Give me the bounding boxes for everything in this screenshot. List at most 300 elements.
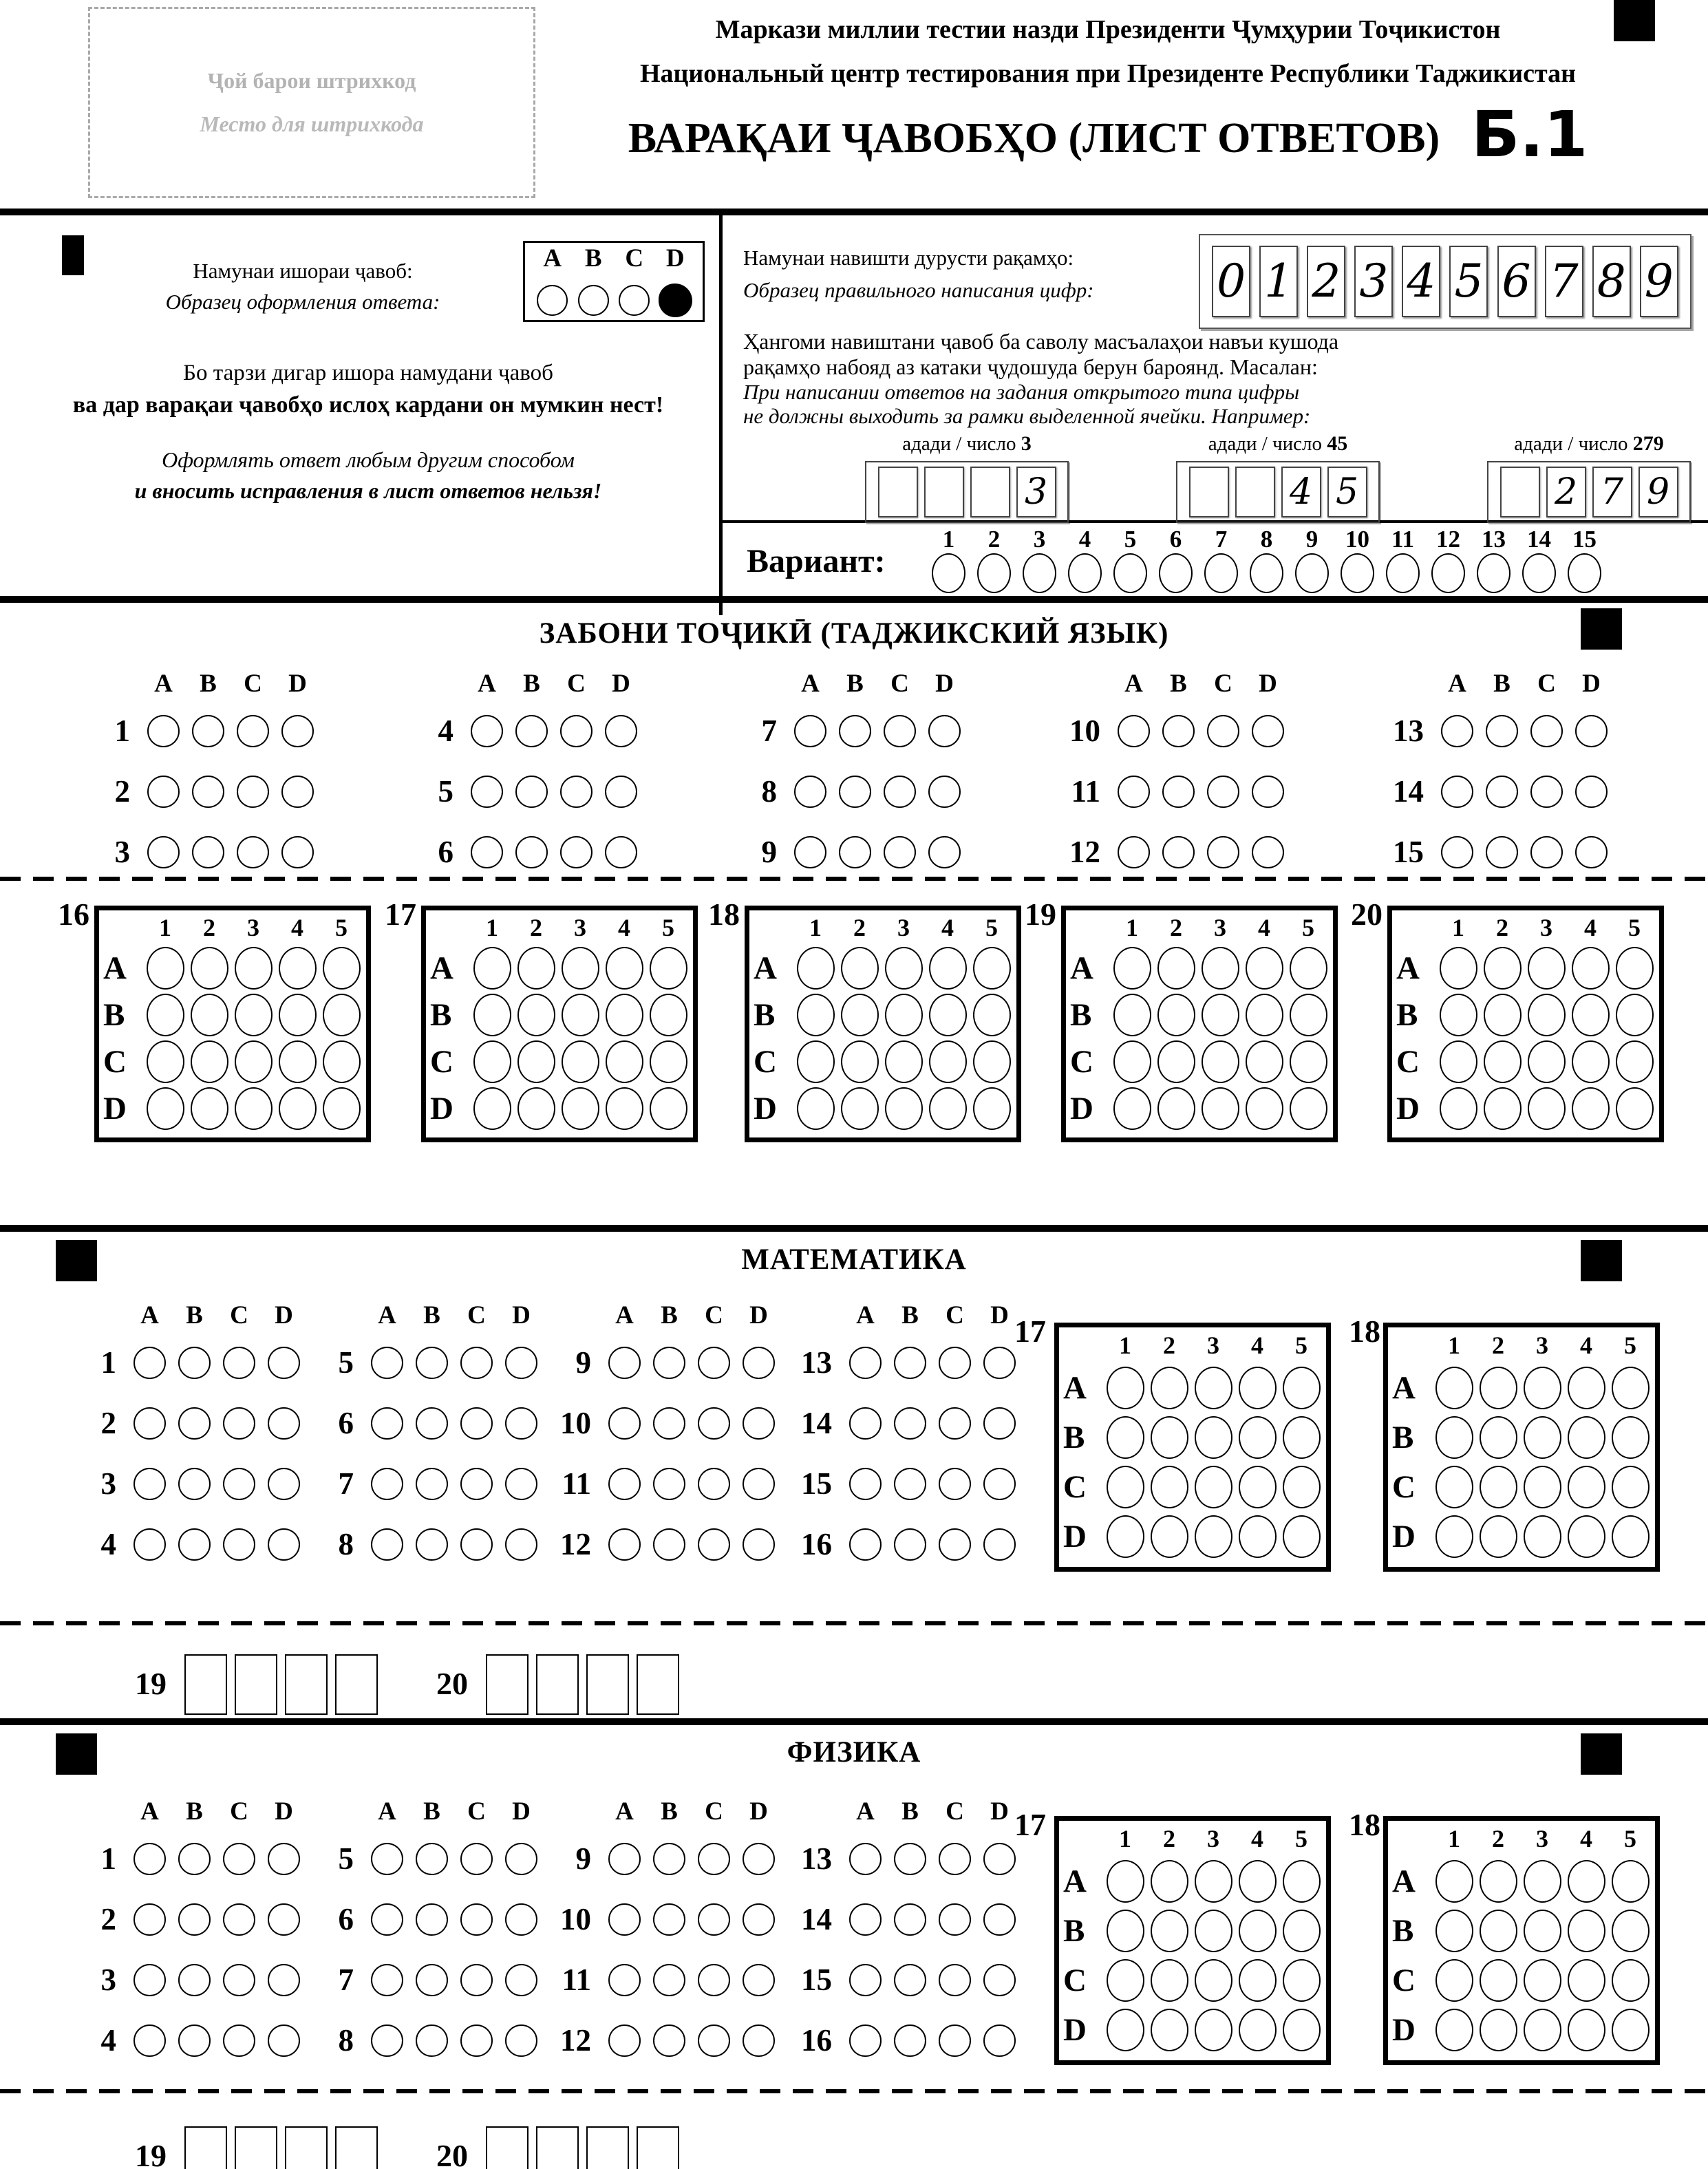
answer-bubble[interactable] (939, 1407, 971, 1440)
answer-bubble[interactable] (841, 1040, 879, 1083)
answer-bubble[interactable] (192, 776, 224, 808)
answer-bubble[interactable] (1162, 836, 1195, 868)
answer-bubble[interactable] (147, 1087, 184, 1130)
answer-bubble[interactable] (1435, 1515, 1473, 1558)
answer-bubble[interactable] (505, 1528, 537, 1561)
answer-bubble[interactable] (1480, 1367, 1517, 1409)
sample-option[interactable] (573, 246, 615, 316)
answer-bubble[interactable] (471, 715, 503, 747)
answer-bubble[interactable] (939, 2024, 971, 2057)
answer-bubble[interactable] (1107, 1860, 1144, 1903)
answer-bubble[interactable] (939, 1903, 971, 1936)
answer-bubble[interactable] (416, 1903, 448, 1936)
answer-bubble[interactable] (1575, 715, 1608, 747)
answer-bubble[interactable] (928, 836, 961, 868)
answer-bubble[interactable] (223, 1468, 255, 1500)
answer-bubble[interactable] (1568, 1860, 1605, 1903)
answer-bubble[interactable] (841, 1087, 879, 1130)
answer-bubble[interactable] (223, 1843, 255, 1875)
answer-bubble[interactable] (1107, 1466, 1144, 1508)
variant-bubble[interactable] (1568, 553, 1601, 593)
answer-bubble[interactable] (1246, 1087, 1283, 1130)
answer-bubble[interactable] (1151, 2009, 1188, 2051)
answer-bubble[interactable] (1162, 776, 1195, 808)
answer-bubble[interactable] (606, 994, 643, 1036)
digit-entry-cell[interactable] (235, 2126, 277, 2169)
answer-bubble[interactable] (147, 776, 180, 808)
variant-bubble[interactable] (1023, 553, 1056, 593)
answer-bubble[interactable] (653, 1528, 685, 1561)
answer-bubble[interactable] (460, 1964, 493, 1996)
answer-bubble[interactable] (885, 1040, 923, 1083)
answer-bubble[interactable] (268, 1468, 300, 1500)
answer-bubble[interactable] (1207, 715, 1239, 747)
answer-bubble[interactable] (134, 1468, 166, 1500)
answer-bubble[interactable] (1239, 1860, 1277, 1903)
answer-bubble[interactable] (698, 1528, 730, 1561)
answer-bubble[interactable] (517, 947, 555, 990)
answer-bubble[interactable] (1616, 994, 1654, 1036)
sample-option[interactable] (655, 246, 696, 316)
answer-bubble[interactable] (849, 1843, 882, 1875)
answer-bubble[interactable] (1480, 1910, 1517, 1952)
answer-bubble[interactable] (235, 994, 273, 1036)
answer-bubble[interactable] (1107, 1959, 1144, 2002)
answer-bubble[interactable] (1151, 1860, 1188, 1903)
answer-bubble[interactable] (973, 947, 1011, 990)
answer-bubble[interactable] (281, 836, 314, 868)
answer-bubble[interactable] (281, 776, 314, 808)
answer-bubble[interactable] (1486, 715, 1518, 747)
answer-bubble[interactable] (939, 1843, 971, 1875)
answer-bubble[interactable] (268, 1903, 300, 1936)
answer-bubble[interactable] (1283, 1367, 1321, 1409)
answer-bubble[interactable] (849, 1407, 882, 1440)
answer-bubble[interactable] (1484, 994, 1522, 1036)
answer-bubble[interactable] (1283, 1910, 1321, 1952)
variant-bubble[interactable] (1113, 553, 1147, 593)
answer-bubble[interactable] (605, 776, 637, 808)
answer-bubble[interactable] (323, 1087, 361, 1130)
answer-bubble[interactable] (1151, 1515, 1188, 1558)
answer-bubble[interactable] (279, 1040, 317, 1083)
answer-bubble[interactable] (416, 1468, 448, 1500)
answer-bubble[interactable] (178, 1843, 211, 1875)
answer-bubble[interactable] (1612, 2009, 1650, 2051)
answer-bubble[interactable] (1151, 1910, 1188, 1952)
answer-bubble[interactable] (473, 1087, 511, 1130)
answer-bubble[interactable] (517, 1087, 555, 1130)
answer-bubble[interactable] (1435, 1466, 1473, 1508)
answer-bubble[interactable] (191, 947, 228, 990)
answer-bubble[interactable] (1568, 1515, 1605, 1558)
answer-bubble[interactable] (1572, 947, 1610, 990)
answer-bubble[interactable] (134, 1347, 166, 1379)
answer-bubble[interactable] (1435, 1367, 1473, 1409)
answer-bubble[interactable] (885, 1087, 923, 1130)
answer-bubble[interactable] (323, 1040, 361, 1083)
answer-bubble[interactable] (1195, 2009, 1232, 2051)
answer-bubble[interactable] (268, 1407, 300, 1440)
variant-bubble[interactable] (1386, 553, 1420, 593)
answer-bubble[interactable] (560, 776, 593, 808)
answer-bubble[interactable] (1118, 715, 1150, 747)
answer-bubble[interactable] (608, 1903, 641, 1936)
answer-bubble[interactable] (1283, 1959, 1321, 2002)
answer-bubble[interactable] (849, 1964, 882, 1996)
answer-bubble[interactable] (1239, 1910, 1277, 1952)
answer-bubble[interactable] (416, 1528, 448, 1561)
answer-bubble[interactable] (698, 1903, 730, 1936)
variant-bubble[interactable] (1477, 553, 1510, 593)
answer-bubble[interactable] (983, 1528, 1016, 1561)
answer-bubble[interactable] (743, 2024, 775, 2057)
answer-bubble[interactable] (505, 1407, 537, 1440)
answer-bubble[interactable] (1435, 1416, 1473, 1459)
answer-bubble[interactable] (1524, 2009, 1561, 2051)
answer-bubble[interactable] (1575, 776, 1608, 808)
answer-bubble[interactable] (191, 994, 228, 1036)
answer-bubble[interactable] (1118, 836, 1150, 868)
answer-bubble[interactable] (1524, 1416, 1561, 1459)
answer-bubble[interactable] (1616, 1087, 1654, 1130)
answer-bubble[interactable] (191, 1087, 228, 1130)
answer-bubble[interactable] (1252, 836, 1284, 868)
digit-entry-cell[interactable] (235, 1654, 277, 1715)
answer-bubble[interactable] (608, 1468, 641, 1500)
answer-bubble[interactable] (1524, 1959, 1561, 2002)
answer-bubble[interactable] (1572, 1087, 1610, 1130)
answer-bubble[interactable] (416, 1407, 448, 1440)
answer-bubble[interactable] (794, 715, 826, 747)
answer-bubble[interactable] (371, 1347, 403, 1379)
answer-bubble[interactable] (1195, 1466, 1232, 1508)
answer-bubble[interactable] (1195, 1860, 1232, 1903)
answer-bubble[interactable] (237, 715, 269, 747)
answer-bubble[interactable] (1568, 1959, 1605, 2002)
answer-bubble[interactable] (1568, 1416, 1605, 1459)
answer-bubble[interactable] (794, 776, 826, 808)
answer-bubble[interactable] (1107, 1515, 1144, 1558)
answer-bubble[interactable] (1616, 1040, 1654, 1083)
answer-bubble[interactable] (1440, 1040, 1477, 1083)
answer-bubble[interactable] (1575, 836, 1608, 868)
answer-bubble[interactable] (1246, 1040, 1283, 1083)
answer-bubble[interactable] (929, 1040, 967, 1083)
answer-bubble[interactable] (1440, 994, 1477, 1036)
answer-bubble[interactable] (894, 1964, 926, 1996)
answer-bubble[interactable] (606, 947, 643, 990)
answer-bubble[interactable] (698, 1347, 730, 1379)
answer-bubble[interactable] (939, 1347, 971, 1379)
answer-bubble[interactable] (1484, 1040, 1522, 1083)
answer-bubble[interactable] (606, 1087, 643, 1130)
answer-bubble[interactable] (939, 1468, 971, 1500)
answer-bubble[interactable] (1113, 994, 1151, 1036)
answer-bubble[interactable] (743, 1843, 775, 1875)
answer-bubble[interactable] (562, 1040, 599, 1083)
answer-bubble[interactable] (1283, 1466, 1321, 1508)
answer-bubble[interactable] (939, 1528, 971, 1561)
answer-bubble[interactable] (1528, 1040, 1566, 1083)
digit-entry-cell[interactable] (536, 2126, 579, 2169)
answer-bubble[interactable] (1113, 1040, 1151, 1083)
answer-bubble[interactable] (797, 1087, 835, 1130)
answer-bubble[interactable] (743, 1468, 775, 1500)
answer-bubble[interactable] (268, 1964, 300, 1996)
answer-bubble[interactable] (1612, 1515, 1650, 1558)
answer-bubble[interactable] (983, 1347, 1016, 1379)
answer-bubble[interactable] (192, 836, 224, 868)
answer-bubble[interactable] (1524, 1910, 1561, 1952)
answer-bubble[interactable] (471, 776, 503, 808)
answer-bubble[interactable] (653, 1407, 685, 1440)
answer-bubble[interactable] (1435, 1860, 1473, 1903)
answer-bubble[interactable] (1151, 1367, 1188, 1409)
answer-bubble[interactable] (743, 1528, 775, 1561)
answer-bubble[interactable] (653, 1964, 685, 1996)
answer-bubble[interactable] (1572, 1040, 1610, 1083)
answer-bubble[interactable] (268, 1347, 300, 1379)
answer-bubble[interactable] (1435, 1910, 1473, 1952)
answer-bubble[interactable] (505, 1468, 537, 1500)
answer-bubble[interactable] (983, 1407, 1016, 1440)
answer-bubble[interactable] (885, 994, 923, 1036)
answer-bubble[interactable] (1530, 776, 1563, 808)
answer-bubble[interactable] (416, 2024, 448, 2057)
answer-bubble[interactable] (371, 2024, 403, 2057)
answer-bubble[interactable] (416, 1347, 448, 1379)
answer-bubble[interactable] (973, 1040, 1011, 1083)
answer-bubble[interactable] (1530, 836, 1563, 868)
answer-bubble[interactable] (192, 715, 224, 747)
answer-bubble[interactable] (134, 1964, 166, 1996)
digit-entry-cell[interactable] (486, 1654, 529, 1715)
answer-bubble[interactable] (371, 1843, 403, 1875)
answer-bubble[interactable] (929, 994, 967, 1036)
answer-bubble[interactable] (894, 1843, 926, 1875)
answer-bubble[interactable] (653, 1843, 685, 1875)
answer-bubble[interactable] (928, 776, 961, 808)
variant-bubble[interactable] (1295, 553, 1329, 593)
variant-bubble[interactable] (1341, 553, 1374, 593)
answer-bubble[interactable] (1528, 1087, 1566, 1130)
answer-bubble[interactable] (983, 1468, 1016, 1500)
answer-bubble[interactable] (1524, 1860, 1561, 1903)
answer-bubble[interactable] (1157, 1040, 1195, 1083)
answer-bubble[interactable] (797, 994, 835, 1036)
answer-bubble[interactable] (743, 1407, 775, 1440)
answer-bubble[interactable] (416, 1843, 448, 1875)
answer-bubble[interactable] (849, 2024, 882, 2057)
answer-bubble[interactable] (743, 1347, 775, 1379)
answer-bubble[interactable] (1151, 1959, 1188, 2002)
digit-entry-cell[interactable] (285, 2126, 328, 2169)
answer-bubble[interactable] (794, 836, 826, 868)
answer-bubble[interactable] (505, 1843, 537, 1875)
answer-bubble[interactable] (653, 1903, 685, 1936)
answer-bubble[interactable] (235, 1087, 273, 1130)
answer-bubble[interactable] (1568, 1910, 1605, 1952)
answer-bubble[interactable] (1202, 994, 1239, 1036)
answer-bubble[interactable] (1612, 1466, 1650, 1508)
answer-bubble[interactable] (505, 1964, 537, 1996)
answer-bubble[interactable] (1568, 1367, 1605, 1409)
answer-bubble[interactable] (1195, 1367, 1232, 1409)
answer-bubble[interactable] (560, 715, 593, 747)
answer-bubble[interactable] (1528, 994, 1566, 1036)
answer-bubble[interactable] (1202, 1087, 1239, 1130)
answer-bubble[interactable] (1435, 1959, 1473, 2002)
digit-entry-cell[interactable] (335, 1654, 378, 1715)
answer-bubble[interactable] (147, 1040, 184, 1083)
answer-bubble[interactable] (237, 776, 269, 808)
answer-bubble[interactable] (1207, 776, 1239, 808)
answer-bubble[interactable] (1195, 1416, 1232, 1459)
answer-bubble[interactable] (608, 1347, 641, 1379)
answer-bubble[interactable] (698, 1843, 730, 1875)
answer-bubble[interactable] (1151, 1466, 1188, 1508)
answer-bubble[interactable] (1290, 947, 1327, 990)
answer-bubble[interactable] (1107, 2009, 1144, 2051)
answer-bubble[interactable] (894, 1468, 926, 1500)
answer-bubble[interactable] (1528, 947, 1566, 990)
answer-bubble[interactable] (371, 1407, 403, 1440)
answer-bubble[interactable] (235, 1040, 273, 1083)
digit-entry-cell[interactable] (335, 2126, 378, 2169)
answer-bubble[interactable] (698, 1468, 730, 1500)
answer-bubble[interactable] (1246, 994, 1283, 1036)
answer-bubble[interactable] (653, 1347, 685, 1379)
answer-bubble[interactable] (517, 994, 555, 1036)
digit-entry-cell[interactable] (285, 1654, 328, 1715)
answer-bubble[interactable] (178, 1347, 211, 1379)
answer-bubble[interactable] (1107, 1367, 1144, 1409)
answer-bubble[interactable] (268, 2024, 300, 2057)
answer-bubble[interactable] (279, 994, 317, 1036)
answer-bubble[interactable] (1486, 836, 1518, 868)
answer-bubble[interactable] (894, 1407, 926, 1440)
answer-bubble[interactable] (849, 1903, 882, 1936)
answer-bubble[interactable] (371, 1903, 403, 1936)
answer-bubble[interactable] (1572, 994, 1610, 1036)
answer-bubble[interactable] (983, 1903, 1016, 1936)
answer-bubble[interactable] (1283, 1860, 1321, 1903)
answer-bubble[interactable] (562, 1087, 599, 1130)
answer-bubble[interactable] (223, 1528, 255, 1561)
answer-bubble[interactable] (650, 1040, 687, 1083)
answer-bubble[interactable] (1441, 836, 1473, 868)
answer-bubble[interactable] (1480, 1515, 1517, 1558)
answer-bubble[interactable] (884, 836, 916, 868)
answer-bubble[interactable] (841, 947, 879, 990)
answer-bubble[interactable] (560, 836, 593, 868)
answer-bubble[interactable] (1246, 947, 1283, 990)
answer-bubble[interactable] (1290, 994, 1327, 1036)
answer-bubble[interactable] (1616, 947, 1654, 990)
answer-bubble[interactable] (460, 1528, 493, 1561)
answer-bubble[interactable] (605, 836, 637, 868)
answer-bubble[interactable] (1612, 1416, 1650, 1459)
answer-bubble[interactable] (416, 1964, 448, 1996)
answer-bubble[interactable] (1107, 1416, 1144, 1459)
answer-bubble[interactable] (1283, 1515, 1321, 1558)
answer-bubble[interactable] (1440, 947, 1477, 990)
answer-bubble[interactable] (237, 836, 269, 868)
answer-bubble[interactable] (650, 1087, 687, 1130)
answer-bubble[interactable] (147, 947, 184, 990)
digit-entry-cell[interactable] (536, 1654, 579, 1715)
answer-bubble[interactable] (515, 715, 548, 747)
answer-bubble[interactable] (323, 947, 361, 990)
answer-bubble[interactable] (1486, 776, 1518, 808)
answer-bubble[interactable] (1239, 1466, 1277, 1508)
answer-bubble[interactable] (743, 1964, 775, 1996)
answer-bubble[interactable] (1612, 1367, 1650, 1409)
answer-bubble[interactable] (268, 1843, 300, 1875)
answer-bubble[interactable] (223, 1347, 255, 1379)
answer-bubble[interactable] (698, 2024, 730, 2057)
answer-bubble[interactable] (460, 1843, 493, 1875)
answer-bubble[interactable] (134, 1903, 166, 1936)
answer-bubble[interactable] (1290, 1087, 1327, 1130)
answer-bubble[interactable] (1290, 1040, 1327, 1083)
answer-bubble[interactable] (223, 1903, 255, 1936)
answer-bubble[interactable] (191, 1040, 228, 1083)
answer-bubble[interactable] (517, 1040, 555, 1083)
answer-bubble[interactable] (849, 1468, 882, 1500)
answer-bubble[interactable] (1530, 715, 1563, 747)
answer-bubble[interactable] (608, 1407, 641, 1440)
variant-bubble[interactable] (1204, 553, 1238, 593)
answer-bubble[interactable] (929, 947, 967, 990)
answer-bubble[interactable] (928, 715, 961, 747)
answer-bubble[interactable] (223, 2024, 255, 2057)
answer-bubble[interactable] (235, 947, 273, 990)
answer-bubble[interactable] (178, 1964, 211, 1996)
answer-bubble[interactable] (178, 1528, 211, 1561)
answer-bubble[interactable] (884, 776, 916, 808)
answer-bubble[interactable] (1612, 1860, 1650, 1903)
sample-option[interactable] (614, 246, 655, 316)
answer-bubble[interactable] (1612, 1959, 1650, 2002)
variant-bubble[interactable] (1068, 553, 1102, 593)
answer-bubble[interactable] (1113, 1087, 1151, 1130)
digit-entry-cell[interactable] (586, 2126, 629, 2169)
answer-bubble[interactable] (608, 2024, 641, 2057)
sample-option[interactable] (532, 246, 573, 316)
digit-entry-cell[interactable] (184, 2126, 227, 2169)
answer-bubble[interactable] (608, 1964, 641, 1996)
answer-bubble[interactable] (605, 715, 637, 747)
answer-bubble[interactable] (147, 836, 180, 868)
answer-bubble[interactable] (178, 1468, 211, 1500)
answer-bubble[interactable] (983, 2024, 1016, 2057)
answer-bubble[interactable] (473, 1040, 511, 1083)
answer-bubble[interactable] (1441, 715, 1473, 747)
answer-bubble[interactable] (797, 1040, 835, 1083)
answer-bubble[interactable] (885, 947, 923, 990)
answer-bubble[interactable] (223, 1964, 255, 1996)
answer-bubble[interactable] (279, 947, 317, 990)
answer-bubble[interactable] (1239, 2009, 1277, 2051)
answer-bubble[interactable] (1239, 1959, 1277, 2002)
answer-bubble[interactable] (939, 1964, 971, 1996)
answer-bubble[interactable] (894, 1528, 926, 1561)
answer-bubble[interactable] (698, 1407, 730, 1440)
answer-bubble[interactable] (505, 1903, 537, 1936)
answer-bubble[interactable] (650, 994, 687, 1036)
